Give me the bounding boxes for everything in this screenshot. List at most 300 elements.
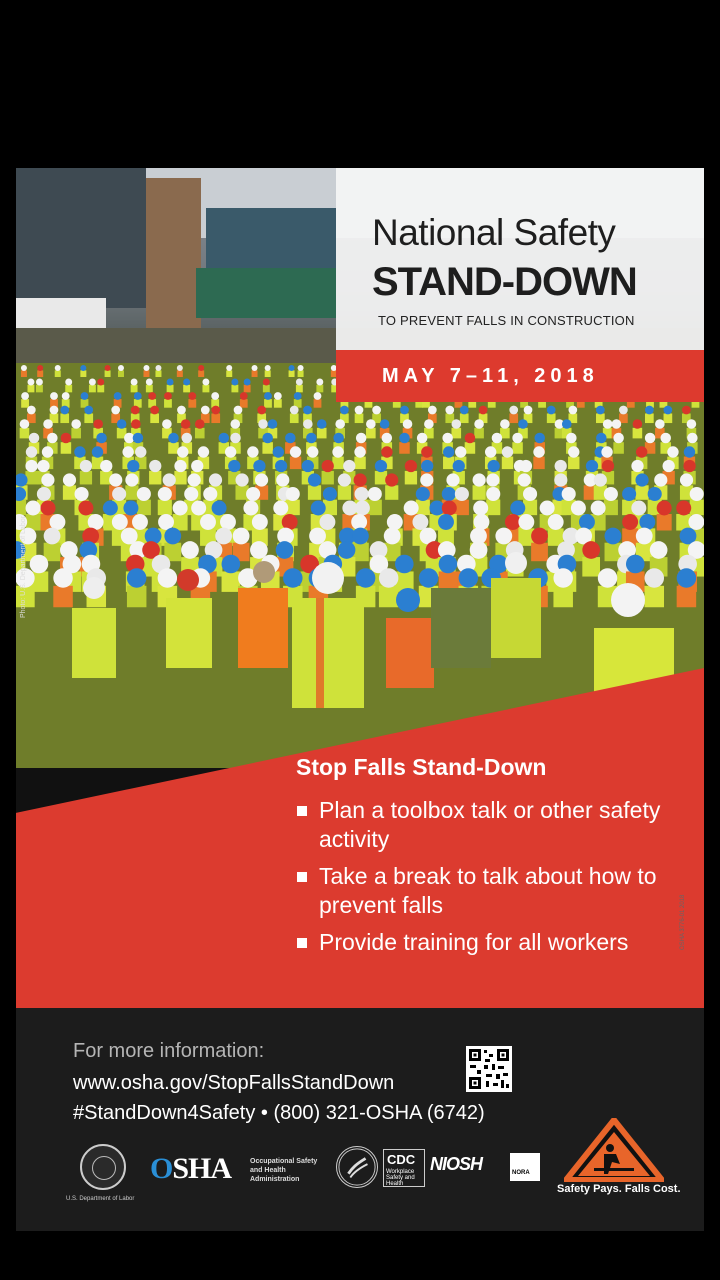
crowd-vest	[568, 457, 579, 470]
section-heading: Stop Falls Stand-Down	[296, 754, 547, 780]
crowd-vest	[195, 428, 205, 439]
cdc-text: CDC	[387, 1152, 416, 1167]
crowd-vest	[264, 399, 272, 408]
crowd-hard-hat	[518, 473, 531, 486]
crowd-hard-hat	[219, 433, 230, 444]
crowd-hard-hat	[228, 460, 240, 472]
crowd-hard-hat	[155, 365, 161, 371]
crowd-hard-hat	[451, 419, 461, 429]
crowd-hard-hat	[215, 528, 232, 545]
dol-seal-icon	[80, 1144, 126, 1190]
crowd-hard-hat	[438, 514, 454, 530]
crowd-hard-hat	[203, 487, 217, 501]
crowd-hard-hat	[395, 555, 414, 574]
crowd-hard-hat	[84, 406, 93, 415]
crowd-vest	[27, 385, 34, 393]
crowd-vest	[316, 385, 323, 393]
crowd-hard-hat	[135, 446, 146, 457]
crowd-vest	[486, 500, 500, 516]
crowd-hard-hat	[246, 487, 260, 501]
crowd-hard-hat	[420, 473, 433, 486]
crowd-vest	[231, 385, 238, 393]
crowd-hard-hat	[258, 419, 268, 429]
crowd-hard-hat	[523, 487, 537, 501]
crowd-hard-hat	[26, 446, 37, 457]
list-item	[296, 796, 696, 854]
crowd-hard-hat	[285, 433, 296, 444]
crowd-vest	[53, 586, 73, 607]
crowd-hard-hat	[405, 460, 417, 472]
crowd-hard-hat	[323, 487, 337, 501]
title-line-3: TO PREVENT FALLS IN CONSTRUCTION	[378, 313, 635, 328]
crowd-hard-hat	[356, 568, 376, 588]
crowd-vest	[262, 442, 273, 454]
crowd-hard-hat	[534, 433, 545, 444]
crowd-hard-hat	[127, 460, 139, 472]
crowd-hard-hat	[354, 473, 367, 486]
crowd-hard-hat	[547, 406, 556, 415]
crowd-vest	[290, 413, 299, 423]
crowd-hard-hat	[486, 487, 500, 501]
crowd-hard-hat	[225, 446, 236, 457]
crowd-hard-hat	[233, 528, 250, 545]
crowd-hard-hat	[308, 473, 321, 486]
crowd-hard-hat	[257, 406, 266, 415]
crowd-hard-hat	[419, 568, 439, 588]
crowd-hard-hat	[133, 433, 144, 444]
crowd-hard-hat	[220, 514, 236, 530]
crowd-vest	[298, 370, 304, 377]
crowd-hard-hat	[338, 473, 351, 486]
crowd-hard-hat	[612, 419, 622, 429]
crowd-vest	[317, 428, 327, 439]
crowd-hard-hat	[657, 501, 672, 516]
crowd-hard-hat	[20, 419, 30, 429]
crowd-hard-hat	[290, 406, 299, 415]
crowd-vest	[167, 385, 174, 393]
crowd-hard-hat	[26, 501, 41, 516]
crowd-hard-hat	[352, 528, 369, 545]
crowd-hard-hat	[55, 365, 61, 371]
crowd-hard-hat	[579, 514, 595, 530]
crowd-vest	[183, 385, 190, 393]
crowd-hard-hat	[553, 568, 573, 588]
crowd-vest	[509, 413, 518, 423]
date-band	[336, 350, 704, 402]
crowd-hard-hat	[111, 406, 120, 415]
crowd-hard-hat	[404, 501, 419, 516]
crowd-vest	[308, 485, 321, 500]
crowd-hard-hat	[372, 406, 381, 415]
crowd-hard-hat	[622, 514, 638, 530]
crowd-hard-hat	[60, 406, 69, 415]
crowd-vest	[20, 428, 30, 439]
crowd-hard-hat	[234, 406, 243, 415]
crowd-vest	[125, 485, 138, 500]
crowd-hard-hat	[61, 433, 72, 444]
crowd-vest	[582, 557, 600, 576]
crowd-vest	[143, 370, 149, 377]
crowd-hard-hat	[243, 501, 258, 516]
slogan: Safety Pays. Falls Cost.	[557, 1183, 681, 1195]
crowd-hard-hat	[303, 419, 313, 429]
crowd-hard-hat	[571, 501, 586, 516]
crowd-vest	[222, 571, 241, 591]
crowd-hard-hat	[554, 473, 567, 486]
crowd-hard-hat	[27, 406, 36, 415]
crowd-hard-hat	[384, 528, 401, 545]
crowd-hard-hat	[635, 473, 648, 486]
crowd-hard-hat	[177, 365, 183, 371]
crowd-hard-hat	[562, 487, 576, 501]
crowd-hard-hat	[118, 365, 124, 371]
crowd-hard-hat	[168, 433, 179, 444]
crowd-hard-hat	[112, 514, 128, 530]
crowd-hard-hat	[676, 501, 691, 516]
crowd-hard-hat	[688, 514, 704, 530]
crowd-vest	[385, 485, 398, 500]
crowd-hard-hat	[29, 433, 39, 444]
crowd-hard-hat	[184, 487, 198, 501]
crowd-hard-hat	[117, 419, 127, 429]
crowd-hard-hat	[663, 460, 675, 472]
crowd-hard-hat	[687, 433, 698, 444]
crowd-hard-hat	[89, 379, 96, 386]
crowd-vest	[366, 428, 376, 439]
crowd-hard-hat	[150, 406, 159, 415]
crowd-hard-hat	[622, 487, 636, 501]
crowd-hard-hat	[88, 514, 104, 530]
crowd-hard-hat	[44, 528, 61, 545]
crowd-hard-hat	[613, 433, 624, 444]
crowd-vest	[55, 370, 61, 377]
crowd-hard-hat	[36, 379, 43, 386]
crowd-hard-hat	[21, 392, 29, 400]
crowd-hard-hat	[112, 487, 126, 501]
crowd-vest	[131, 385, 138, 393]
crowd-hard-hat	[485, 446, 496, 457]
crowd-vest	[531, 543, 548, 561]
crowd-hard-hat	[351, 514, 367, 530]
crowd-hard-hat	[520, 460, 532, 472]
crowd-hard-hat	[263, 379, 270, 386]
crowd-vest	[399, 442, 410, 454]
crowd-hard-hat	[198, 446, 209, 457]
crowd-vest	[84, 413, 93, 423]
crowd-hard-hat	[460, 406, 469, 415]
crowd-vest	[244, 385, 251, 393]
crowd-hard-hat	[650, 541, 668, 559]
crowd-hard-hat	[626, 555, 645, 574]
crowd-hard-hat	[309, 528, 326, 545]
crowd-vest	[289, 370, 295, 377]
crowd-hard-hat	[188, 473, 201, 486]
crowd-hard-hat	[47, 433, 58, 444]
crowd-vest	[211, 413, 220, 423]
crowd-hard-hat	[566, 433, 577, 444]
crowd-vest	[290, 457, 301, 470]
crowd-hard-hat	[134, 392, 142, 400]
crowd-hard-hat	[488, 460, 500, 472]
crowd-hard-hat	[667, 446, 678, 457]
crowd-hard-hat	[509, 406, 518, 415]
crowd-hard-hat	[603, 419, 613, 429]
crowd-vest	[137, 500, 151, 516]
crowd-hard-hat	[582, 541, 600, 559]
crowd-hard-hat	[146, 379, 153, 386]
crowd-hard-hat	[247, 446, 258, 457]
crowd-hard-hat	[664, 406, 673, 415]
crowd-hard-hat	[274, 392, 282, 400]
crowd-hard-hat	[340, 406, 349, 415]
crowd-vest	[645, 413, 654, 423]
crowd-hard-hat	[417, 433, 428, 444]
crowd-hard-hat	[518, 419, 528, 429]
crowd-hard-hat	[306, 433, 317, 444]
crowd-hard-hat	[605, 528, 622, 545]
crowd-hard-hat	[473, 501, 488, 516]
crowd-hard-hat	[163, 473, 176, 486]
crowd-hard-hat	[92, 446, 103, 457]
crowd-hard-hat	[255, 473, 268, 486]
crowd-hard-hat	[149, 460, 161, 472]
info-label: For more information:	[73, 1040, 265, 1062]
crowd-vest	[80, 471, 92, 485]
crowd-hard-hat	[380, 419, 390, 429]
crowd-hard-hat	[158, 568, 178, 588]
bullet-square-icon	[297, 938, 307, 948]
hhs-seal-icon	[336, 1146, 378, 1188]
crowd-hard-hat	[645, 406, 654, 415]
crowd-hard-hat	[41, 473, 54, 486]
crowd-vest	[127, 586, 147, 607]
crowd-vest	[664, 413, 673, 423]
crowd-hard-hat	[400, 406, 409, 415]
crowd-vest	[633, 428, 643, 439]
crowd-hard-hat	[654, 473, 667, 486]
crowd-hard-hat	[37, 460, 49, 472]
crowd-vest	[613, 442, 624, 454]
crowd-hard-hat	[30, 555, 49, 574]
crowd-vest	[158, 500, 172, 516]
crowd-hard-hat	[604, 487, 618, 501]
crowd-hard-hat	[43, 419, 53, 429]
partner-logos	[16, 1136, 704, 1231]
crowd-hard-hat	[531, 528, 548, 545]
crowd-hard-hat	[317, 419, 327, 429]
crowd-hard-hat	[183, 379, 190, 386]
crowd-hard-hat	[93, 419, 103, 429]
crowd-hard-hat	[211, 392, 219, 400]
crowd-hard-hat	[195, 419, 205, 429]
crowd-hard-hat	[164, 528, 181, 545]
crowd-hard-hat	[50, 406, 59, 415]
crowd-vest	[296, 385, 303, 393]
crowd-hard-hat	[455, 446, 466, 457]
crowd-hard-hat	[167, 379, 174, 386]
crowd-hard-hat	[148, 392, 156, 400]
crowd-hard-hat	[381, 446, 392, 457]
crowd-hard-hat	[648, 487, 662, 501]
crowd-vest	[274, 399, 282, 408]
crowd-hard-hat	[355, 501, 370, 516]
crowd-hard-hat	[343, 460, 355, 472]
bullet-square-icon	[297, 872, 307, 882]
crowd-hard-hat	[459, 568, 479, 588]
crowd-vest	[533, 457, 544, 470]
crowd-vest	[164, 399, 172, 408]
crowd-hard-hat	[366, 419, 376, 429]
crowd-hard-hat	[382, 433, 393, 444]
crowd-hard-hat	[555, 460, 567, 472]
crowd-hard-hat	[655, 419, 665, 429]
crowd-hard-hat	[37, 487, 51, 501]
crowd-hard-hat	[439, 555, 458, 574]
crowd-hard-hat	[230, 419, 240, 429]
crowd-hard-hat	[289, 365, 295, 371]
crowd-hard-hat	[265, 365, 271, 371]
crowd-hard-hat	[182, 433, 193, 444]
crowd-hard-hat	[125, 473, 138, 486]
crowd-hard-hat	[355, 406, 364, 415]
crowd-vest	[322, 471, 334, 485]
crowd-hard-hat	[103, 501, 118, 516]
crowd-vest	[502, 457, 513, 470]
crowd-hard-hat	[510, 501, 525, 516]
crowd-hard-hat	[368, 487, 382, 501]
crowd-vest	[118, 370, 124, 377]
crowd-hard-hat	[307, 446, 318, 457]
crowd-hard-hat	[311, 501, 326, 516]
crowd-vest	[338, 485, 351, 500]
crowd-hard-hat	[356, 433, 367, 444]
crowd-hard-hat	[500, 419, 510, 429]
crowd-hard-hat	[158, 487, 172, 501]
crowd-hard-hat	[276, 473, 289, 486]
crowd-hard-hat	[296, 379, 303, 386]
crowd-vest	[61, 442, 72, 454]
crowd-hard-hat	[355, 487, 369, 501]
crowd-hard-hat	[479, 406, 488, 415]
crowd-vest	[146, 385, 153, 393]
crowd-hard-hat	[143, 365, 149, 371]
crowd-vest	[89, 385, 96, 393]
crowd-hard-hat	[230, 433, 241, 444]
crowd-hard-hat	[294, 392, 302, 400]
crowd-hard-hat	[633, 419, 643, 429]
crowd-hard-hat	[283, 568, 303, 588]
crowd-hard-hat	[416, 487, 430, 501]
crowd-hard-hat	[332, 446, 343, 457]
crowd-hard-hat	[109, 473, 122, 486]
crowd-hard-hat	[598, 568, 618, 588]
title-line-2: STAND-DOWN	[372, 260, 637, 304]
crowd-hard-hat	[191, 501, 206, 516]
crowd-hard-hat	[222, 555, 241, 574]
crowd-hard-hat	[123, 501, 138, 516]
crowd-hard-hat	[268, 419, 278, 429]
crowd-hard-hat	[645, 568, 665, 588]
crowd-hard-hat	[114, 392, 122, 400]
crowd-hard-hat	[282, 514, 298, 530]
crowd-hard-hat	[524, 406, 533, 415]
crowd-hard-hat	[252, 514, 268, 530]
crowd-hard-hat	[596, 433, 607, 444]
crowd-hard-hat	[443, 446, 454, 457]
cdc-logo	[383, 1149, 425, 1187]
crowd-hard-hat	[428, 406, 437, 415]
crowd-hard-hat	[286, 487, 300, 501]
crowd-hard-hat	[131, 406, 140, 415]
crowd-hard-hat	[50, 392, 58, 400]
crowd-hard-hat	[235, 473, 248, 486]
crowd-hard-hat	[470, 541, 488, 559]
bullet-square-icon	[297, 806, 307, 816]
crowd-hard-hat	[314, 392, 322, 400]
crowd-hard-hat	[492, 433, 503, 444]
crowd-hard-hat	[568, 446, 579, 457]
crowd-hard-hat	[75, 487, 89, 501]
crowd-vest	[65, 385, 72, 393]
crowd-vest	[21, 370, 27, 377]
crowd-hard-hat	[403, 419, 413, 429]
crowd-hard-hat	[42, 446, 53, 457]
crowd-hard-hat	[631, 501, 646, 516]
crowd-hard-hat	[387, 514, 403, 530]
crowd-vest	[226, 370, 232, 377]
crowd-hard-hat	[399, 433, 410, 444]
crowd-hard-hat	[412, 514, 428, 530]
crowd-hard-hat	[21, 365, 27, 371]
crowd-hard-hat	[80, 365, 86, 371]
crowd-hard-hat	[25, 460, 37, 472]
crowd-hard-hat	[682, 406, 691, 415]
crowd-hard-hat	[137, 487, 151, 501]
crowd-vest	[379, 586, 399, 607]
crowd-hard-hat	[262, 433, 273, 444]
crowd-vest	[474, 428, 484, 439]
crowd-hard-hat	[27, 379, 34, 386]
info-url[interactable]: www.osha.gov/StopFallsStandDown	[73, 1072, 395, 1094]
crowd-vest	[405, 471, 417, 485]
crowd-hard-hat	[71, 419, 81, 429]
crowd-hard-hat	[636, 446, 647, 457]
crowd-hard-hat	[105, 365, 111, 371]
crowd-hard-hat	[202, 379, 209, 386]
crowd-hard-hat	[177, 446, 188, 457]
crowd-hard-hat	[164, 392, 172, 400]
crowd-hard-hat	[442, 433, 453, 444]
crowd-vest	[354, 457, 365, 470]
crowd-vest	[21, 399, 29, 408]
crowd-vest	[596, 413, 605, 423]
crowd-hard-hat	[446, 473, 459, 486]
crowd-hard-hat	[424, 419, 434, 429]
crowd-hard-hat	[191, 460, 203, 472]
crowd-hard-hat	[474, 419, 484, 429]
crowd-hard-hat	[97, 379, 104, 386]
crowd-hard-hat	[473, 473, 486, 486]
crowd-hard-hat	[37, 365, 43, 371]
crowd-hard-hat	[421, 460, 433, 472]
qr-code-icon[interactable]	[466, 1046, 512, 1092]
photo-credit: Photo: U.S. Department of Labor	[20, 516, 27, 618]
crowd-vest	[97, 385, 104, 393]
crowd-hard-hat	[273, 501, 288, 516]
crowd-hard-hat	[512, 433, 523, 444]
crowd-hard-hat	[290, 446, 301, 457]
crowd-hard-hat	[174, 460, 186, 472]
